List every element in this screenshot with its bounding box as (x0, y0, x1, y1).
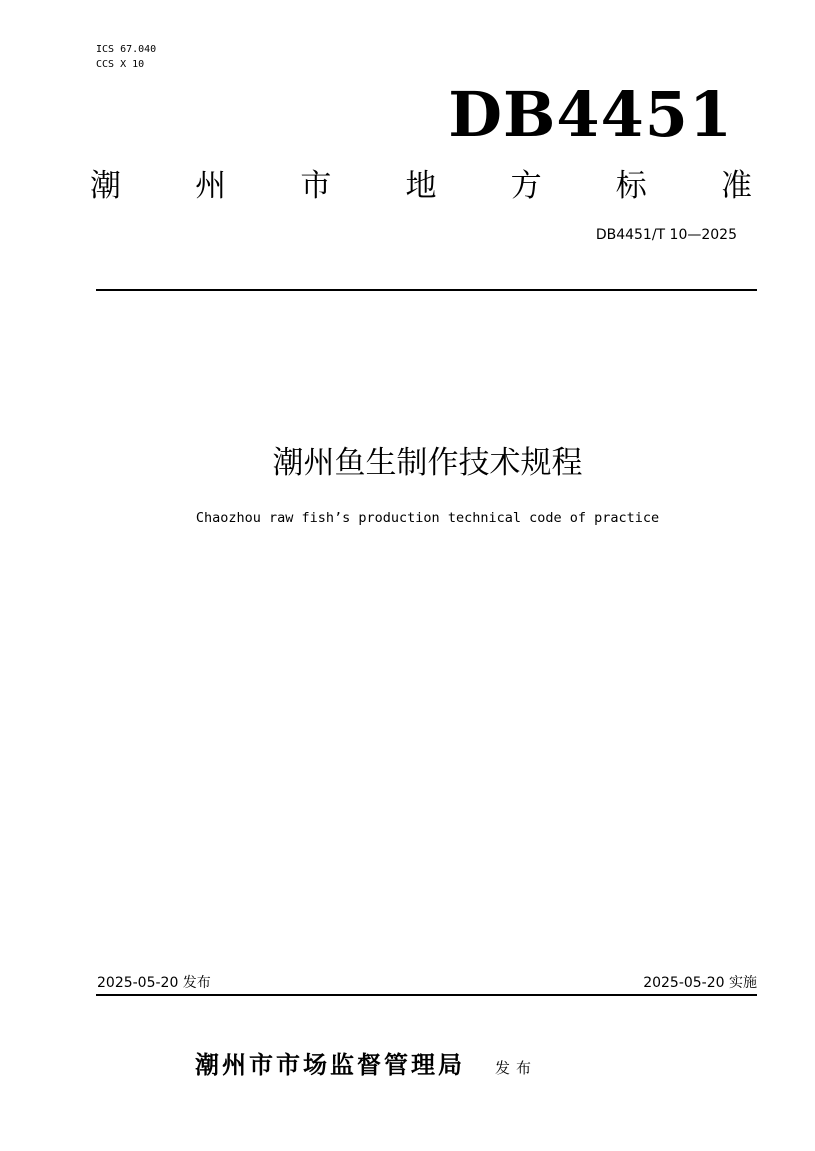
bottom-divider (96, 994, 757, 996)
standard-number: DB4451/T 10—2025 (595, 227, 737, 243)
standard-type-char: 方 (510, 168, 542, 204)
classification-codes (96, 42, 156, 72)
issuing-authority: 潮州市市场监督管理局 (195, 1051, 465, 1079)
title-english: Chaozhou raw fish’s production technical code of practice (195, 510, 660, 526)
standard-type-char: 州 (195, 168, 227, 204)
db-code: DB4451 (448, 78, 733, 151)
title-chinese: 潮州鱼生制作技术规程 (272, 445, 583, 481)
standard-type-char: 准 (720, 168, 752, 204)
ccs-code: CCS X 10 (96, 59, 145, 70)
issuer-line (195, 1049, 537, 1081)
top-divider (96, 289, 757, 291)
standard-type-heading (90, 166, 752, 206)
standard-type-char: 地 (405, 168, 437, 204)
standard-type-char: 潮 (90, 168, 121, 204)
ics-code: ICS 67.040 (96, 44, 157, 55)
standard-type-char: 标 (615, 168, 647, 204)
implementation-date: 2025-05-20 实施 (643, 975, 757, 991)
standard-type-char: 市 (300, 168, 332, 204)
issue-date: 2025-05-20 发布 (97, 975, 211, 991)
issue-label: 发布 (495, 1059, 538, 1077)
